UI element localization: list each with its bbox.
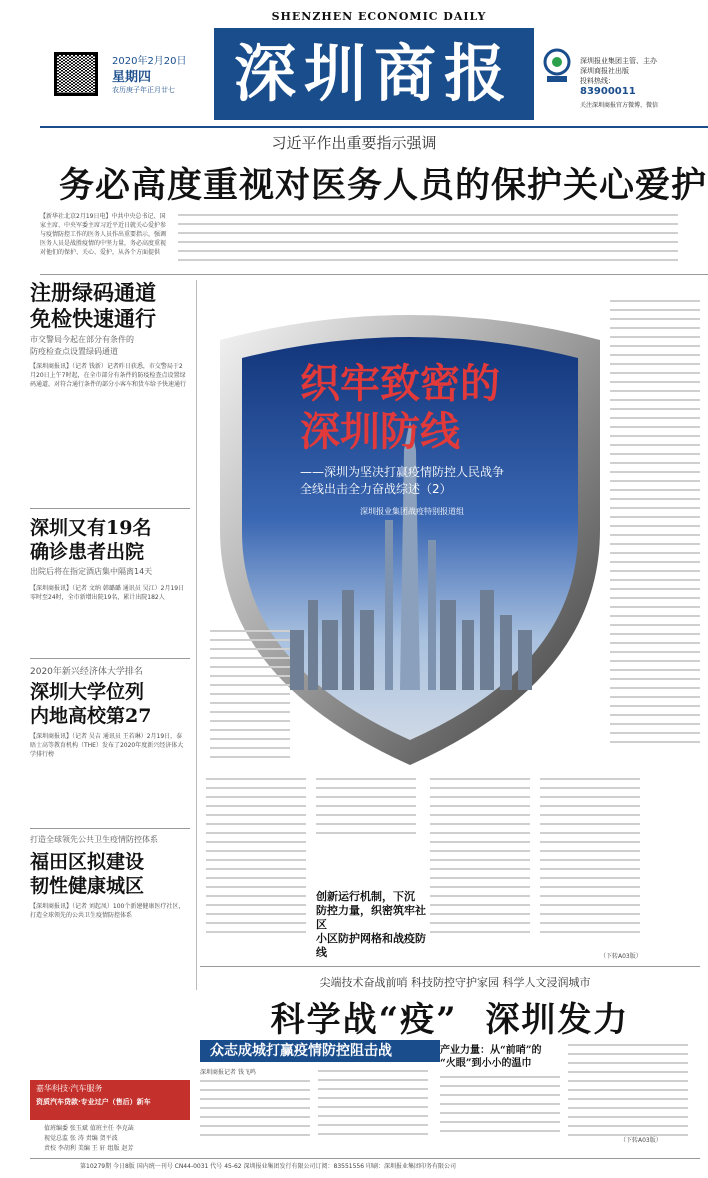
footer-text: 第10279期 今日8版 国内统一刊号 CN44-0031 代号 45-62 深圳报业集团发行有限公司订阅：83551556 印刷：深圳报业集团印务有限公司 — [80, 1163, 456, 1170]
masthead-date: 2020年2月20日 — [112, 56, 187, 67]
hotline-label: 投料热线： — [580, 77, 615, 85]
brief-3-text: 【深圳商报讯】（记者 吴吉 通讯员 王若琳）2月19日，泰晤士高等教育机构（THE）发布了2020年度新兴经济体大学排行榜 — [30, 733, 184, 758]
car-ad — [30, 1080, 190, 1120]
brief-1-subhead: 市交警局今起在部分有条件的 防疫检查点设置绿码通道 — [30, 335, 134, 356]
bottom-banner-label: 众志成城打赢疫情防控阻击战 — [210, 1043, 392, 1059]
hotline-number: 83900011 — [580, 86, 636, 97]
app-line: 关注深圳商报官方微博、微信 — [580, 102, 659, 109]
bottom-headline: 科学战“疫” 深圳发力 — [270, 1000, 630, 1040]
left-column-divider — [196, 280, 197, 990]
feature-left-text — [210, 630, 290, 770]
bottom-continued: （下转A03版） — [620, 1137, 662, 1144]
feature-right-text — [610, 300, 700, 770]
brief-3-kicker: 2020年新兴经济体大学排名 — [30, 667, 143, 677]
masthead-rule — [40, 126, 708, 128]
lead-body-text — [178, 214, 678, 270]
bottom-body-col-4 — [568, 1044, 688, 1140]
editors-line-1: 值班编委 张玉斌 值班主任 李克菡 — [44, 1125, 134, 1132]
feature-continued: （下转A03版） — [600, 953, 642, 960]
car-ad-slogan: 资质汽车贷款·专业过户（售后）新车 — [36, 1098, 151, 1106]
newspaper-emblem-icon — [541, 48, 573, 84]
brief-1-text: 【深圳商报讯】（记者 钱新）记者昨日获悉，市交警局于2月20日上午7时起，在全市部分有条件的防疫检查点设置绿码通道，对符合通行条件的部分小客车和货车给予快速通行 — [30, 363, 187, 388]
bottom-body-col-2 — [318, 1070, 428, 1140]
feature-title: 织牢致密的 深圳防线 — [300, 360, 500, 455]
brief-2-headline: 深圳又有19名 确诊患者出院 — [30, 517, 152, 563]
masthead-chinese-name: 深圳商报 — [233, 37, 514, 110]
masthead-weekday: 星期四 — [112, 70, 152, 85]
brief-1-headline: 注册绿码通道 免检快速通行 — [30, 280, 156, 331]
masthead-logo — [214, 28, 534, 120]
feature-section-head: 创新运行机制，下沉 防控力量，织密筑牢社区 小区防护网格和战疫防线 — [316, 890, 426, 959]
lead-headline: 务必高度重视对医务人员的保护关心爱护 — [58, 165, 707, 206]
feature-body-col-2 — [316, 778, 416, 838]
brief-divider-3 — [30, 828, 190, 829]
bottom-byline: 深圳商报记者 钱飞鸣 — [200, 1069, 256, 1076]
feature-subtitle: ——深圳为坚决打赢疫情防控人民战争 全线出击全力奋战综述（2） — [300, 465, 505, 496]
bottom-banner — [200, 1040, 440, 1062]
brief-2-subhead: 出院后将在指定酒店集中隔离14天 — [30, 567, 153, 576]
car-ad-brand: 嘉华科技·汽车服务 — [36, 1084, 103, 1093]
editors-line-3: 责校 李胡利 美编 王 轩 组版 赵芳 — [44, 1145, 134, 1152]
brief-divider-2 — [30, 658, 190, 659]
feature-body-col-4 — [540, 778, 640, 948]
publisher-line-1: 深圳报业集团主管、主办 — [580, 57, 657, 65]
lead-kicker: 习近平作出重要指示强调 — [271, 134, 437, 152]
bottom-body-col-1 — [200, 1080, 310, 1140]
lead-rule — [40, 274, 708, 275]
publisher-line-2: 深圳商报社出版 — [580, 67, 629, 75]
bottom-side-head: 产业力量：从“前哨”的 “火眼”到小小的温巾 — [440, 1045, 542, 1069]
brief-4-kicker: 打造全球领先公共卫生疫情防控体系 — [30, 835, 158, 844]
brief-2-text: 【深圳商报讯】（记者 文纳 韩璐璐 通讯员 吴江）2月19日零时至24时，全市新增出院19名，累计出院182人 — [30, 585, 185, 601]
editors-line-2: 视觉总监 张 涛 责编 贺平波 — [44, 1135, 118, 1142]
feature-body-col-1 — [206, 778, 306, 948]
bottom-body-col-3 — [440, 1076, 560, 1140]
lead-intro: 【新华社北京2月19日电】中共中央总书记、国家主席、中央军委主席习近平近日就关心爱护参与疫情防控工作的医务人员作出重要指示，强调医务人员是战胜疫情的中坚力量，务必高度重视对他们的保护、关心、爱护，从各个方面提供 — [40, 213, 167, 256]
feature-byline: 深圳报业集团战疫特别报道组 — [360, 507, 464, 516]
masthead-lunar: 农历庚子年正月廿七 — [112, 86, 175, 94]
masthead-english-name: SHENZHEN ECONOMIC DAILY — [271, 10, 487, 23]
brief-3-headline: 深圳大学位列 内地高校第27 — [30, 681, 152, 727]
qr-code-icon — [54, 52, 98, 96]
brief-divider-1 — [30, 508, 190, 509]
bottom-section-rule — [200, 966, 700, 967]
brief-4-headline: 福田区拟建设 韧性健康城区 — [30, 851, 145, 897]
footer-rule — [30, 1158, 700, 1159]
brief-4-text: 【深圳商报讯】（记者 刘起凤）100个新建健康医疗社区，打造全球领先的公共卫生疫情防控体系 — [30, 903, 185, 919]
bottom-kicker: 尖端技术奋战前哨 科技防控守护家园 科学人文浸润城市 — [319, 976, 591, 989]
feature-body-col-3 — [430, 778, 530, 948]
